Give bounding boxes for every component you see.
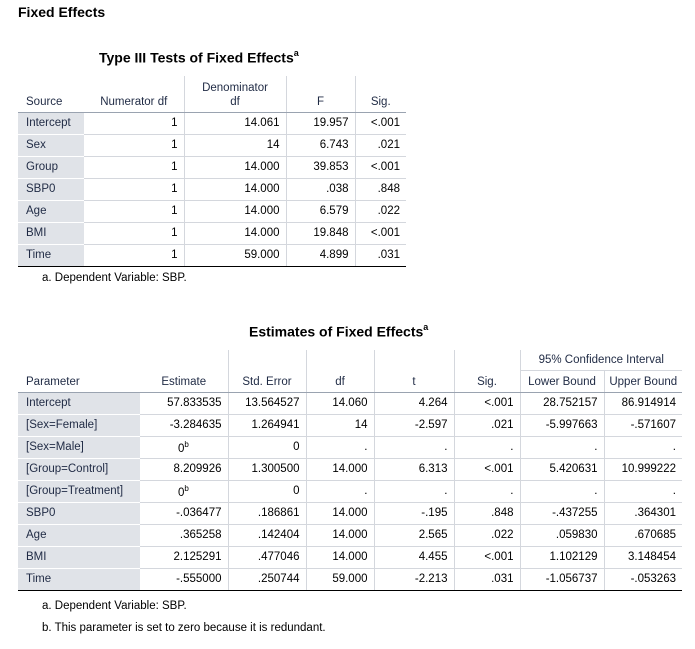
cell-estimate-value: 0 [178,486,185,499]
cell-numerator-df: 1 [84,200,184,222]
cell-std-error: 1.300500 [228,458,306,480]
cell-df: 14.060 [306,392,374,414]
cell-estimate [140,546,228,568]
cell-f: 19.957 [286,112,355,134]
cell-sig: .022 [454,524,520,546]
cell-estimate-value: .365258 [179,529,222,541]
cell-estimate [140,524,228,546]
cell-lower-bound: -1.056737 [520,568,604,590]
cell-f: .038 [286,178,355,200]
cell-lower-bound: -5.997663 [520,414,604,436]
cell-lower-bound: . [520,480,604,502]
cell-std-error: .142404 [228,524,306,546]
cell-upper-bound: .364301 [604,502,682,524]
row-label-source: Time [18,244,84,266]
row-label-parameter: [Sex=Female] [18,414,140,436]
cell-std-error: .186861 [228,502,306,524]
col-header-numerator-df: Numerator df [84,76,184,112]
cell-estimate-value: 8.209926 [173,463,222,475]
cell-lower-bound: .059830 [520,524,604,546]
cell-numerator-df: 1 [84,134,184,156]
cell-numerator-df: 1 [84,156,184,178]
cell-t: 2.565 [374,524,454,546]
cell-estimate [140,480,228,502]
cell-upper-bound: -.053263 [604,568,682,590]
cell-estimate [140,502,228,524]
cell-std-error: 0 [228,436,306,458]
cell-estimate-value: -3.284635 [169,419,222,431]
cell-numerator-df: 1 [84,178,184,200]
header-spacer-t [374,350,454,370]
cell-denominator-df: 14.000 [184,156,286,178]
col-header-denominator-line2: df [230,95,240,108]
cell-sig: .021 [454,414,520,436]
cell-t: -2.597 [374,414,454,436]
cell-sig: .031 [355,244,406,266]
cell-upper-bound: 3.148454 [604,546,682,568]
cell-numerator-df: 1 [171,117,178,129]
cell-t: 4.264 [374,392,454,414]
cell-lower-bound: . [520,436,604,458]
col-header-estimate: Estimate [140,370,228,392]
estimates-table [18,350,682,591]
cell-df: . [306,480,374,502]
cell-f: 39.853 [286,156,355,178]
cell-estimate-value: 0 [178,442,185,455]
cell-sig: <.001 [355,112,406,134]
cell-df: 14.000 [306,458,374,480]
cell-denominator-df: 14.000 [184,178,286,200]
cell-upper-bound: 86.914914 [604,392,682,414]
cell-sig: <.001 [454,458,520,480]
row-label-parameter: [Group=Treatment] [18,480,140,502]
table-row [18,244,406,266]
row-label-parameter: [Sex=Male] [18,436,140,458]
cell-f: 4.899 [286,244,355,266]
cell-estimate-value: 57.833535 [167,397,222,409]
footnote-marker: b [184,483,189,493]
cell-sig: <.001 [355,156,406,178]
cell-sig: . [454,480,520,502]
row-label-source: Sex [18,134,84,156]
row-label-parameter: Age [18,524,140,546]
cell-denominator-df: 14.000 [184,200,286,222]
table-row [18,436,682,458]
cell-t: 4.455 [374,546,454,568]
table-row [18,112,406,134]
type3-footnote: a. Dependent Variable: SBP. [42,272,187,284]
cell-upper-bound: 10.999222 [604,458,682,480]
col-header-f: F [286,76,355,112]
table-row [18,178,406,200]
col-header-std-error: Std. Error [228,370,306,392]
estimates-title-text: Estimates of Fixed Effects [249,323,424,340]
col-header-denominator-line1: Denominator [202,81,268,94]
table-row [18,222,406,244]
cell-df: 14.000 [306,524,374,546]
cell-sig: .848 [355,178,406,200]
cell-f: 19.848 [286,222,355,244]
row-label-source: Age [18,200,84,222]
row-label-source: SBP0 [18,178,84,200]
col-header-t: t [374,370,454,392]
col-header-lower-bound: Lower Bound [520,370,604,392]
cell-sig: .848 [454,502,520,524]
output-heading: Fixed Effects [18,4,106,20]
col-header-source: Source [18,76,84,112]
col-header-confidence-interval: 95% Confidence Interval [520,350,682,370]
cell-upper-bound: .670685 [604,524,682,546]
cell-upper-bound: . [604,436,682,458]
col-header-parameter: Parameter [18,370,140,392]
row-label-source: BMI [18,222,84,244]
footnote-marker: b [184,439,189,449]
table-row [18,502,682,524]
cell-estimate-value: -.555000 [176,573,222,585]
cell-denominator-df: 14.061 [184,112,286,134]
cell-estimate [140,392,228,414]
cell-df: . [306,436,374,458]
cell-estimate [140,436,228,458]
table-row [18,134,406,156]
cell-sig: .021 [355,134,406,156]
cell-estimate-value: 2.125291 [173,551,222,563]
type3-title-text: Type III Tests of Fixed Effects [99,49,294,66]
header-spacer-parameter [18,350,140,370]
header-spacer-stderr [228,350,306,370]
header-spacer-df [306,350,374,370]
cell-std-error: 13.564527 [228,392,306,414]
header-spacer-estimate [140,350,228,370]
table-row [18,524,682,546]
cell-sig: <.001 [355,222,406,244]
estimates-title-footnote-marker: a [423,322,429,332]
cell-t: . [374,480,454,502]
cell-estimate [140,458,228,480]
cell-lower-bound: -.437255 [520,502,604,524]
cell-df: 14 [306,414,374,436]
cell-f: 6.743 [286,134,355,156]
cell-std-error: 1.264941 [228,414,306,436]
table-row [18,480,682,502]
col-header-denominator-df [184,76,286,112]
cell-std-error: 0 [228,480,306,502]
cell-sig: <.001 [454,392,520,414]
row-label-parameter: SBP0 [18,502,140,524]
cell-denominator-df: 14.000 [184,222,286,244]
cell-std-error: .250744 [228,568,306,590]
cell-denominator-df: 59.000 [184,244,286,266]
cell-sig: . [454,436,520,458]
cell-estimate [140,568,228,590]
row-label-source: Intercept [18,112,84,134]
type3-title [99,49,299,66]
cell-sig: .031 [454,568,520,590]
table-row [18,200,406,222]
cell-estimate-value: -.036477 [176,507,222,519]
cell-lower-bound: 5.420631 [520,458,604,480]
cell-df: 59.000 [306,568,374,590]
type3-title-footnote-marker: a [293,48,299,58]
table-row [18,546,682,568]
row-label-parameter: Time [18,568,140,590]
row-label-parameter: Intercept [18,392,140,414]
estimates-title [249,323,428,340]
cell-sig: <.001 [454,546,520,568]
table-row [18,568,682,590]
table-row [18,156,406,178]
col-header-upper-bound: Upper Bound [604,370,682,392]
cell-f: 6.579 [286,200,355,222]
cell-df: 14.000 [306,502,374,524]
table-row [18,392,682,414]
col-header-sig: Sig. [355,76,406,112]
cell-estimate [140,414,228,436]
cell-lower-bound: 28.752157 [520,392,604,414]
type3-tests-table [18,76,406,267]
cell-numerator-df: 1 [84,244,184,266]
table-row [18,414,682,436]
cell-denominator-df: 14 [184,134,286,156]
table-row [18,458,682,480]
row-label-parameter: BMI [18,546,140,568]
cell-upper-bound: . [604,480,682,502]
cell-std-error: .477046 [228,546,306,568]
cell-t: . [374,436,454,458]
cell-t: -2.213 [374,568,454,590]
row-label-source: Group [18,156,84,178]
estimates-footnote-b: b. This parameter is set to zero because it is redundant. [42,622,326,634]
header-spacer-sig [454,350,520,370]
cell-sig: .022 [355,200,406,222]
col-header-df: df [306,370,374,392]
cell-t: -.195 [374,502,454,524]
estimates-footnote-a: a. Dependent Variable: SBP. [42,600,187,612]
cell-numerator-df: 1 [84,222,184,244]
col-header-sig: Sig. [454,370,520,392]
row-label-parameter: [Group=Control] [18,458,140,480]
cell-upper-bound: -.571607 [604,414,682,436]
cell-t: 6.313 [374,458,454,480]
cell-lower-bound: 1.102129 [520,546,604,568]
cell-df: 14.000 [306,546,374,568]
